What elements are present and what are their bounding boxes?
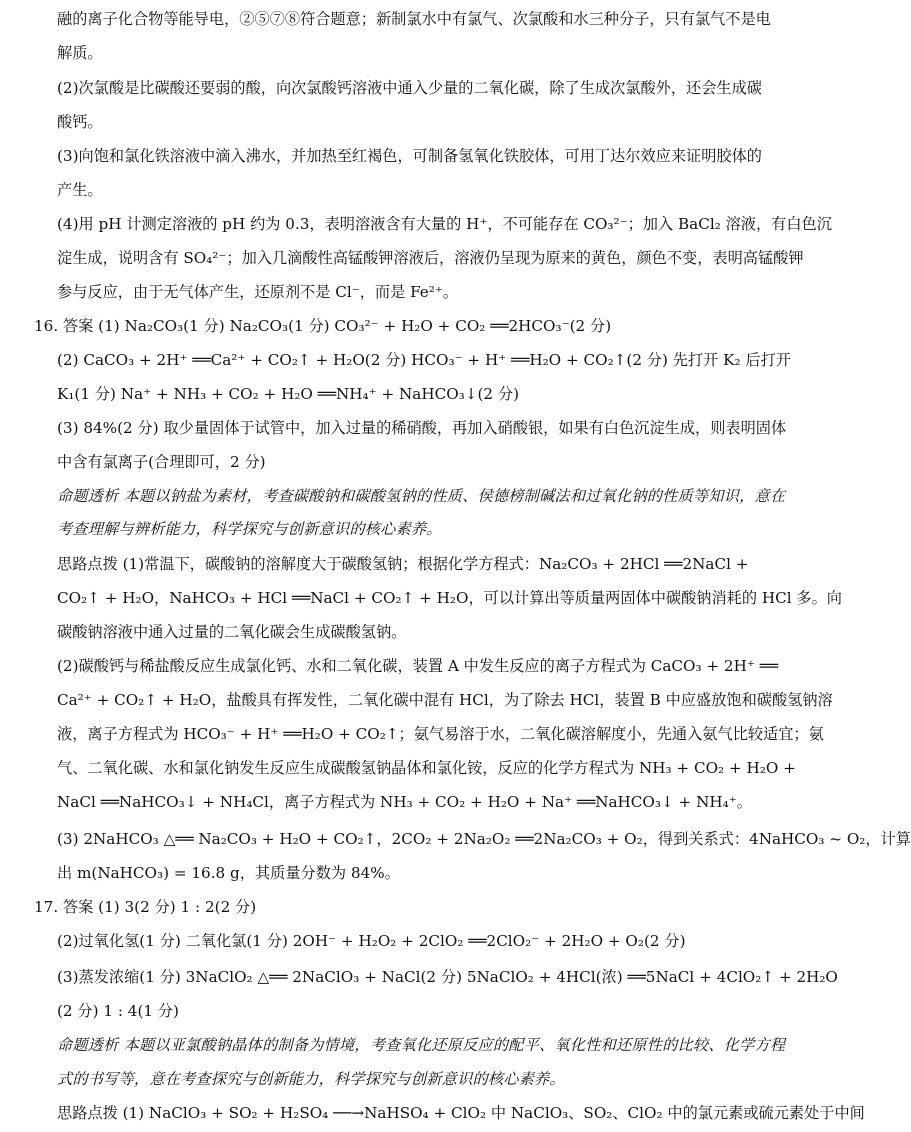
text-line: NaCl ══NaHCO₃↓ + NH₄Cl，离子方程式为 NH₃ + CO₂ + H₂O + Na⁺ ══NaHCO₃↓ + NH₄⁺。: [57, 793, 752, 811]
text-line: (2) CaCO₃ + 2H⁺ ══Ca²⁺ + CO₂↑ + H₂O(2 分) HCO₃⁻ + H⁺ ══H₂O + CO₂↑(2 分) 先打开 K₂ 后打开: [57, 351, 791, 369]
text-line: 出 m(NaHCO₃) = 16.8 g，其质量分数为 84%。: [57, 864, 400, 882]
text-line: CO₂↑ + H₂O，NaHCO₃ + HCl ══NaCl + CO₂↑ + H₂O，可以计算出等质量两固体中碳酸钠消耗的 HCl 多。向: [57, 589, 842, 607]
text-line: (2)过氧化氢(1 分) 二氧化氯(1 分) 2OH⁻ + H₂O₂ + 2ClO₂ ══2ClO₂⁻ + 2H₂O + O₂(2 分): [57, 932, 686, 950]
text-line: (3) 84%(2 分) 取少量固体于试管中，加入过量的稀硝酸，再加入硝酸银，如果有白色沉淀生成，则表明固体: [57, 419, 787, 437]
text-line: 融的离子化合物等能导电，②⑤⑦⑧符合题意；新制氯水中有氯气、次氯酸和水三种分子，只有氯气不是电: [57, 10, 771, 28]
analysis-line: 命题透析 本题以钠盐为素材，考查碳酸钠和碳酸氢钠的性质、侯德榜制碱法和过氧化钠的性质等知识，意在: [57, 487, 786, 505]
text-line: 酸钙。: [57, 113, 103, 131]
text-line: (2)次氯酸是比碳酸还要弱的酸，向次氯酸钙溶液中通入少量的二氧化碳，除了生成次氯酸外，还会生成碳: [57, 79, 762, 97]
text-line: 思路点拨 (1)常温下，碳酸钠的溶解度大于碳酸氢钠；根据化学方程式：Na₂CO₃ + 2HCl ══2NaCl +: [57, 555, 749, 573]
text-line: (3)向饱和氯化铁溶液中滴入沸水，并加热至红褐色，可制备氢氧化铁胶体，可用丁达尔效应来证明胶体的: [57, 147, 762, 165]
text-line: (2 分) 1 : 4(1 分): [57, 1002, 179, 1020]
text-line: 液，离子方程式为 HCO₃⁻ + H⁺ ══H₂O + CO₂↑；氨气易溶于水，二氧化碳溶解度小，先通入氨气比较适宜；氨: [57, 725, 824, 743]
text-line: 中含有氯离子(合理即可，2 分): [57, 453, 266, 471]
text-line: (2)碳酸钙与稀盐酸反应生成氯化钙、水和二氧化碳，装置 A 中发生反应的离子方程式为 CaCO₃ + 2H⁺ ══: [57, 657, 778, 675]
text-line: (4)用 pH 计测定溶液的 pH 约为 0.3，表明溶液含有大量的 H⁺，不可能存在 CO₃²⁻；加入 BaCl₂ 溶液，有白色沉: [57, 215, 832, 233]
text-line: 产生。: [57, 181, 103, 199]
text-line: 淀生成，说明含有 SO₄²⁻；加入几滴酸性高锰酸钾溶液后，溶液仍呈现为原来的黄色，颜色不变，表明高锰酸钾: [57, 249, 804, 267]
text-line: Ca²⁺ + CO₂↑ + H₂O，盐酸具有挥发性，二氧化碳中混有 HCl，为了除去 HCl，装置 B 中应盛放饱和碳酸氢钠溶: [57, 691, 833, 709]
text-line: K₁(1 分) Na⁺ + NH₃ + CO₂ + H₂O ══NH₄⁺ + NaHCO₃↓(2 分): [57, 385, 519, 403]
text-line: 碳酸钠溶液中通入过量的二氧化碳会生成碳酸氢钠。: [57, 623, 407, 641]
text-line: (3)蒸发浓缩(1 分) 3NaClO₂ △══ 2NaClO₃ + NaCl(2 分) 5NaClO₂ + 4HCl(浓) ══5NaCl + 4ClO₂↑ + 2H₂O: [57, 968, 838, 986]
text-line: 解质。: [57, 44, 103, 62]
text-line: 思路点拨 (1) NaClO₃ + SO₂ + H₂SO₄ ──→NaHSO₄ + ClO₂ 中 NaClO₃、SO₂、ClO₂ 中的氯元素或硫元素处于中间: [57, 1104, 865, 1122]
text-line: (3) 2NaHCO₃ △══ Na₂CO₃ + H₂O + CO₂↑，2CO₂ + 2Na₂O₂ ══2Na₂CO₃ + O₂，得到关系式：4NaHCO₃ ~ O₂，计算: [57, 830, 911, 848]
text-line: 参与反应，由于无气体产生，还原剂不是 Cl⁻，而是 Fe²⁺。: [57, 283, 459, 301]
analysis-line: 命题透析 本题以亚氯酸钠晶体的制备为情境，考查氧化还原反应的配平、氧化性和还原性的比较、化学方程: [57, 1036, 786, 1054]
answer-heading-16: 16. 答案 (1) Na₂CO₃(1 分) Na₂CO₃(1 分) CO₃²⁻ + H₂O + CO₂ ══2HCO₃⁻(2 分): [34, 317, 612, 335]
analysis-line: 式的书写等，意在考查探究与创新能力，科学探究与创新意识的核心素养。: [57, 1070, 565, 1088]
answer-heading-17: 17. 答案 (1) 3(2 分) 1 : 2(2 分): [34, 898, 257, 916]
text-line: 气、二氧化碳、水和氯化钠发生反应生成碳酸氢钠晶体和氯化铵，反应的化学方程式为 NH₃ + CO₂ + H₂O +: [57, 759, 796, 777]
analysis-line: 考查理解与辨析能力，科学探究与创新意识的核心素养。: [57, 520, 442, 538]
